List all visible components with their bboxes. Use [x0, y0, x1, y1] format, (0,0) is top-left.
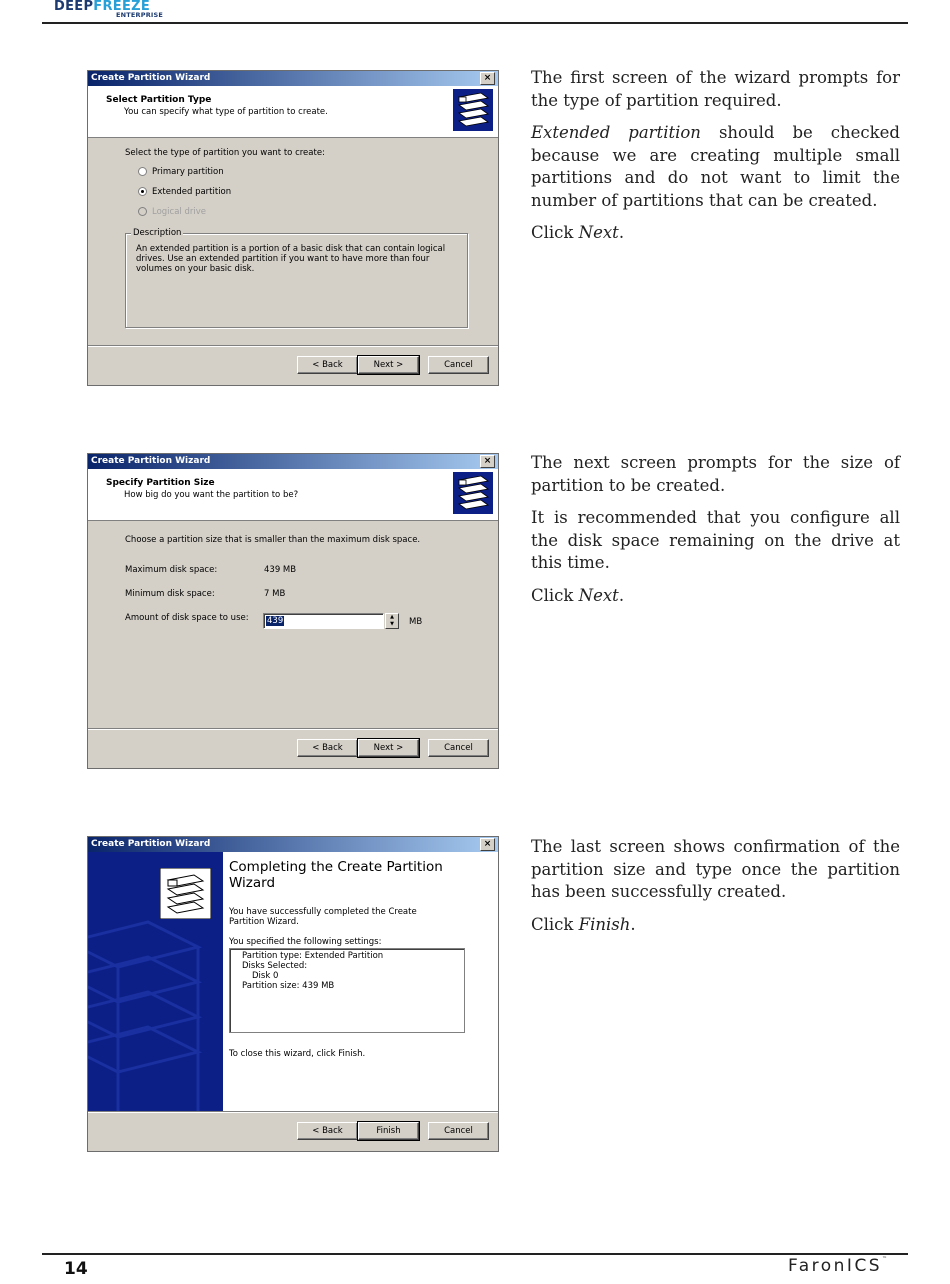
extended-partition-emphasis: Extended partition	[531, 123, 701, 142]
finish-button[interactable]: Finish	[358, 1122, 419, 1140]
deep-freeze-logo	[54, 0, 170, 20]
close-button[interactable]: ×	[480, 72, 495, 85]
banner-title: Specify Partition Size	[106, 478, 215, 488]
extended-partition-radio[interactable]	[138, 187, 147, 196]
step1-description	[531, 67, 900, 255]
page-number: 14	[64, 1259, 88, 1279]
period: .	[618, 585, 625, 605]
dialog-title: Create Partition Wizard	[91, 456, 211, 466]
button-separator	[88, 1111, 498, 1113]
step1-paragraph-2	[531, 122, 900, 212]
wizard-dialog-completing	[87, 836, 499, 1152]
cancel-button[interactable]: Cancel	[428, 1122, 489, 1140]
banner-subtitle: How big do you want the partition to be?	[124, 490, 299, 500]
trademark-mark: ™	[882, 1256, 888, 1262]
step3-description	[531, 836, 900, 946]
amount-label: Amount of disk space to use:	[125, 613, 249, 623]
partition-size-value: 439	[267, 616, 284, 626]
cancel-button[interactable]: Cancel	[428, 356, 489, 374]
click-text: Click	[531, 585, 579, 605]
step2-paragraph-2: It is recommended that you configure all the disk space remaining on the drive at this time.	[531, 508, 900, 572]
primary-partition-radio[interactable]	[138, 167, 147, 176]
disk-stack-icon	[160, 868, 211, 919]
close-button[interactable]: ×	[480, 455, 495, 468]
description-group	[125, 228, 468, 328]
dialog-title: Create Partition Wizard	[91, 73, 211, 83]
dialog-title: Create Partition Wizard	[91, 839, 211, 849]
header-rule	[42, 22, 908, 24]
back-button[interactable]: < Back	[297, 739, 358, 757]
step1-paragraph-3	[531, 222, 900, 245]
description-legend: Description	[133, 228, 182, 238]
logical-drive-radio	[138, 207, 147, 216]
wizard-side-panel	[88, 852, 223, 1111]
button-separator	[88, 345, 498, 347]
next-button[interactable]: Next >	[358, 739, 419, 757]
wizard-dialog-partition-type	[87, 70, 499, 386]
next-emphasis: Next	[578, 223, 619, 242]
next-button[interactable]: Next >	[358, 356, 419, 374]
extended-partition-label: Extended partition	[152, 187, 232, 197]
step3-paragraph-1: The last screen shows confirmation of the partition size and type once the partition has been successfully created.	[531, 837, 900, 901]
faronics-wordmark: FaronICS	[788, 1256, 883, 1276]
banner-subtitle: You can specify what type of partition to create.	[124, 107, 328, 117]
banner-title: Select Partition Type	[106, 95, 212, 105]
completion-title: Completing the Create Partition Wizard	[229, 859, 443, 891]
logo-enterprise: ENTERPRISE	[116, 11, 164, 19]
partition-size-input[interactable]	[263, 613, 384, 629]
disk-stack-icon	[453, 89, 493, 131]
next-emphasis: Next	[578, 585, 619, 605]
disk-stack-icon	[453, 472, 493, 514]
logical-drive-label: Logical drive	[152, 207, 207, 217]
type-prompt: Select the type of partition you want to create:	[125, 148, 325, 158]
step1-paragraph-1: The first screen of the wizard prompts for the type of partition required.	[531, 68, 900, 110]
size-spinner[interactable]	[385, 613, 399, 629]
step1-paragraph-2-rest: should be checked because we are creating multiple small partitions and do not want to limit the number of partitions that can be created.	[531, 123, 900, 210]
spin-up-icon[interactable]: ▲	[390, 614, 394, 620]
dialog-titlebar	[88, 837, 498, 852]
settings-summary-box[interactable]	[229, 948, 465, 1033]
wizard-dialog-partition-size	[87, 453, 499, 769]
dialog-banner	[88, 469, 498, 521]
completion-content	[223, 852, 498, 1111]
close-button[interactable]: ×	[480, 838, 495, 851]
faronics-logo	[788, 1256, 887, 1276]
settings-label: You specified the following settings:	[229, 937, 382, 947]
click-text: Click	[531, 914, 579, 934]
back-button[interactable]: < Back	[297, 1122, 358, 1140]
step2-paragraph-3	[531, 585, 900, 608]
dialog-titlebar	[88, 454, 498, 469]
min-disk-label: Minimum disk space:	[125, 589, 215, 599]
logo-freeze: FREEZE	[93, 0, 151, 14]
finish-emphasis: Finish	[578, 914, 631, 934]
step2-paragraph-1: The next screen prompts for the size of partition to be created.	[531, 453, 900, 495]
step2-description	[531, 452, 900, 617]
button-separator	[88, 728, 498, 730]
back-button[interactable]: < Back	[297, 356, 358, 374]
close-hint: To close this wizard, click Finish.	[229, 1049, 366, 1059]
logo-deep: DEEP	[54, 0, 94, 14]
cancel-button[interactable]: Cancel	[428, 739, 489, 757]
dialog-titlebar	[88, 71, 498, 86]
footer-rule	[42, 1253, 908, 1255]
period: .	[618, 223, 625, 242]
max-disk-label: Maximum disk space:	[125, 565, 218, 575]
dialog-banner	[88, 86, 498, 138]
primary-partition-label: Primary partition	[152, 167, 224, 177]
period: .	[630, 914, 636, 934]
max-disk-value: 439 MB	[264, 565, 297, 575]
description-text: An extended partition is a portion of a basic disk that can contain logical drives. Use an extended partition if you want to have more than four volumes on your basic disk.	[136, 244, 446, 274]
spin-down-icon[interactable]: ▼	[390, 621, 394, 627]
size-unit: MB	[409, 617, 423, 627]
setting-partition-size: Partition size: 439 MB	[242, 981, 335, 991]
setting-disks-selected: Disks Selected:	[242, 961, 308, 971]
setting-disk: Disk 0	[252, 971, 279, 981]
size-prompt: Choose a partition size that is smaller than the maximum disk space.	[125, 535, 421, 545]
completion-message: You have successfully completed the Create Partition Wizard.	[229, 907, 417, 927]
min-disk-value: 7 MB	[264, 589, 286, 599]
step3-paragraph-2	[531, 914, 900, 937]
click-text: Click	[531, 223, 579, 242]
setting-partition-type: Partition type: Extended Partition	[242, 951, 384, 961]
